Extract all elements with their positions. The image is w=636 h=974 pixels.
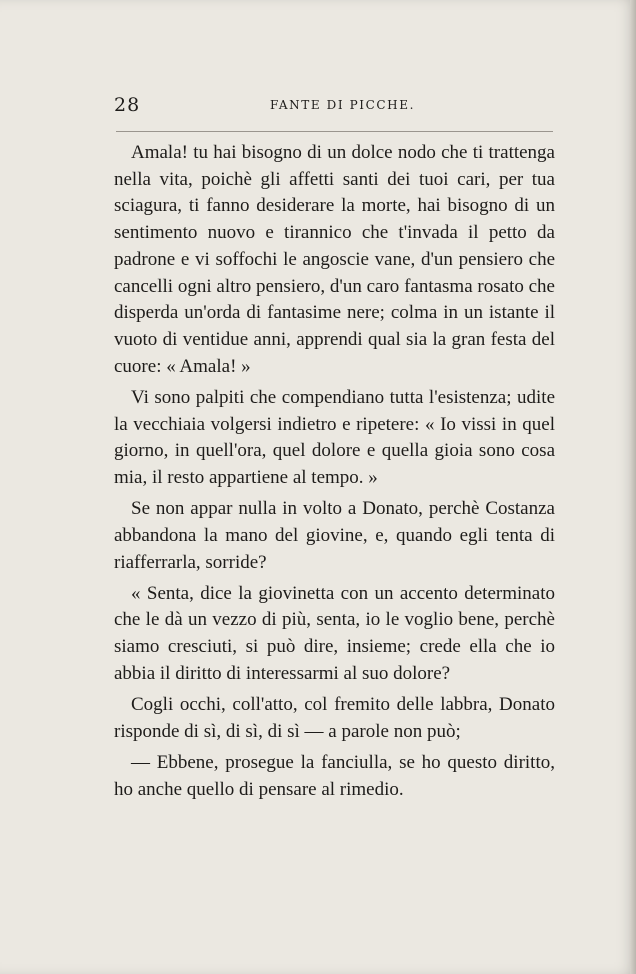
paragraph: Amala! tu hai bisogno di un dolce nodo che ti trattenga nella vita, poichè gli affetti santi dei tuoi cari, per tua sciagura, ti fanno desiderare la morte, hai bisogno di un sentimento nuovo e tirannico che t'invada il petto da padrone e vi soffochi le angoscie vane, d'un pensiero che cancelli ogni altro pensiero, d'un caro fantasma rosato che disperda un'orda di fantasime nere; colma in un istante il vuoto di ventidue anni, apprendi qual sia la gran festa del cuore: « Amala! » [114,142,555,377]
running-title: FANTE DI PICCHE. [270,98,416,112]
header-rule [116,131,553,132]
body-text [114,140,555,808]
paragraph: « Senta, dice la giovinetta con un accento determinato che le dà un vezzo di più, senta, io le voglio bene, perchè siamo cresciuti, si può dire, insieme; crede ella che io abbia il diritto di interessarmi al suo dolore? [114,582,555,684]
paragraph: Vi sono palpiti che compendiano tutta l'esistenza; udite la vecchiaia volgersi indietro e ripetere: « Io vissi in quel giorno, in quell'ora, quel dolore e quella gioia sono cosa mia, il resto appartiene al tempo. » [114,386,555,488]
page-header [114,94,554,118]
paragraph: — Ebbene, prosegue la fanciulla, se ho questo diritto, ho anche quello di pensare al rimedio. [114,751,555,800]
paragraph: Se non appar nulla in volto a Donato, perchè Costanza abbandona la mano del giovine, e, quando egli tenta di riafferrarla, sorride? [114,498,555,573]
page-number: 28 [114,94,141,116]
page-edge-shadow [630,0,636,974]
paragraph: Cogli occhi, coll'atto, col fremito delle labbra, Donato risponde di sì, di sì, di sì — a parole non può; [114,694,555,742]
